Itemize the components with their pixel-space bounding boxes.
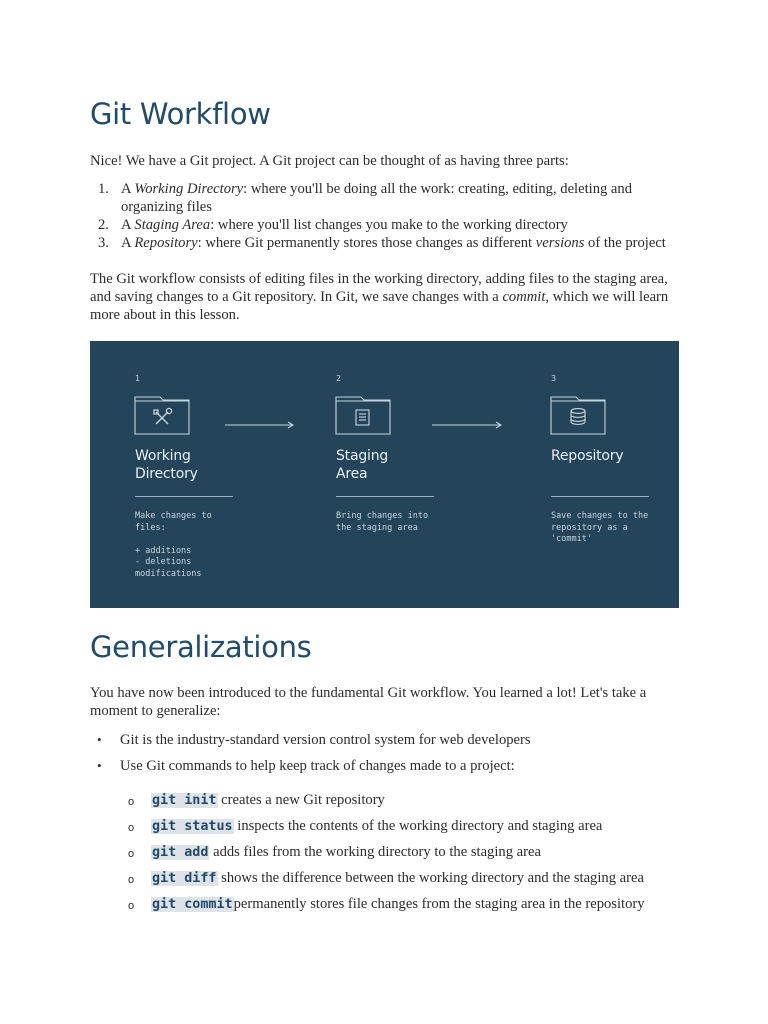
arrow-icon xyxy=(225,422,293,428)
list-item xyxy=(120,791,690,817)
list-item xyxy=(120,895,690,921)
stage-title-working-directory: Working Directory xyxy=(135,448,198,482)
stage-description: Save changes to the repository as a 'commit' xyxy=(551,511,649,544)
stage-title-repository: Repository xyxy=(551,448,624,464)
section-title: Generalizations xyxy=(90,630,312,664)
list-text: Use Git commands to help keep track of changes made to a project: xyxy=(120,758,515,774)
list-number: 2. xyxy=(98,217,109,233)
term-commit: commit xyxy=(502,289,546,305)
list-text: : where Git permanently stores those changes as different xyxy=(197,235,536,251)
command-description: permanently stores file changes from the staging area in the repository xyxy=(233,896,645,912)
list-text: : where you'll be doing all the work: creating, editing, deleting and organizing files xyxy=(121,181,633,215)
list-number: 3. xyxy=(98,235,109,251)
list-text: : where you'll list changes you make to the working directory xyxy=(210,217,568,233)
intro-paragraph: Nice! We have a Git project. A Git project can be thought of as having three parts: xyxy=(90,153,569,169)
arrow-icon xyxy=(432,422,501,428)
command-description: adds files from the working directory to the staging area xyxy=(209,844,541,860)
circle-bullet-icon: o xyxy=(128,848,135,860)
parts-list xyxy=(90,180,680,252)
circle-bullet-icon: o xyxy=(128,874,135,886)
page-title: Git Workflow xyxy=(90,97,271,131)
folder-icon xyxy=(336,397,390,434)
workflow-paragraph xyxy=(90,270,680,324)
stage-number: 2 xyxy=(336,374,342,383)
bullet-list xyxy=(90,731,680,783)
list-text: of the project xyxy=(584,235,666,251)
bullet-icon: • xyxy=(97,758,102,773)
list-item xyxy=(120,869,690,895)
list-prefix: A xyxy=(121,217,135,233)
list-item xyxy=(90,216,680,234)
command-git-status: git status xyxy=(152,819,233,834)
command-git-init: git init xyxy=(152,793,217,808)
stage-divider xyxy=(135,496,233,497)
list-item xyxy=(90,180,680,216)
stage-divider xyxy=(336,496,434,497)
term-versions: versions xyxy=(535,235,585,251)
generalizations-intro: You have now been introduced to the fundamental Git workflow. You learned a lot! Let's take a moment to generalize: xyxy=(90,685,647,719)
stage-description: Make changes to files: + additions - deletions modifications xyxy=(135,511,212,579)
list-item xyxy=(120,817,690,843)
term-repository: Repository xyxy=(134,235,198,251)
list-prefix: A xyxy=(121,181,135,197)
circle-bullet-icon: o xyxy=(128,796,135,808)
tools-icon xyxy=(154,408,172,424)
list-number: 1. xyxy=(98,181,109,197)
document-icon xyxy=(356,410,369,425)
folder-icon xyxy=(135,397,189,434)
list-prefix: A xyxy=(121,235,135,251)
workflow-diagram xyxy=(90,341,679,608)
database-icon xyxy=(571,409,585,425)
term-staging-area: Staging Area xyxy=(134,217,211,233)
stage-title-staging-area: Staging Area xyxy=(336,448,389,482)
list-item xyxy=(90,731,680,749)
stage-description: Bring changes into the staging area xyxy=(336,511,429,533)
list-item xyxy=(120,843,690,869)
list-text: Git is the industry-standard version control system for web developers xyxy=(120,732,531,748)
bullet-icon: • xyxy=(97,732,102,747)
stage-number: 1 xyxy=(135,374,141,383)
circle-bullet-icon: o xyxy=(128,822,135,834)
command-git-add: git add xyxy=(152,845,209,860)
command-list xyxy=(120,791,690,921)
stage-number: 3 xyxy=(551,374,557,383)
command-description: creates a new Git repository xyxy=(217,792,385,808)
circle-bullet-icon: o xyxy=(128,900,135,912)
stage-divider xyxy=(551,496,649,497)
command-git-commit: git commit xyxy=(152,897,233,912)
command-description: shows the difference between the working directory and the staging area xyxy=(217,870,644,886)
command-git-diff: git diff xyxy=(152,871,217,886)
term-working-directory: Working Directory xyxy=(134,181,244,197)
workflow-text: The Git workflow consists of editing files in the working directory, adding files to the staging area, and saving changes to a Git repository. In Git, we save changes with a xyxy=(90,271,668,305)
workflow-text: , which we will learn more about in this lesson. xyxy=(90,289,669,323)
list-item xyxy=(90,757,680,775)
list-item xyxy=(90,234,680,252)
folder-icon xyxy=(551,397,605,434)
command-description: inspects the contents of the working directory and staging area xyxy=(233,818,603,834)
